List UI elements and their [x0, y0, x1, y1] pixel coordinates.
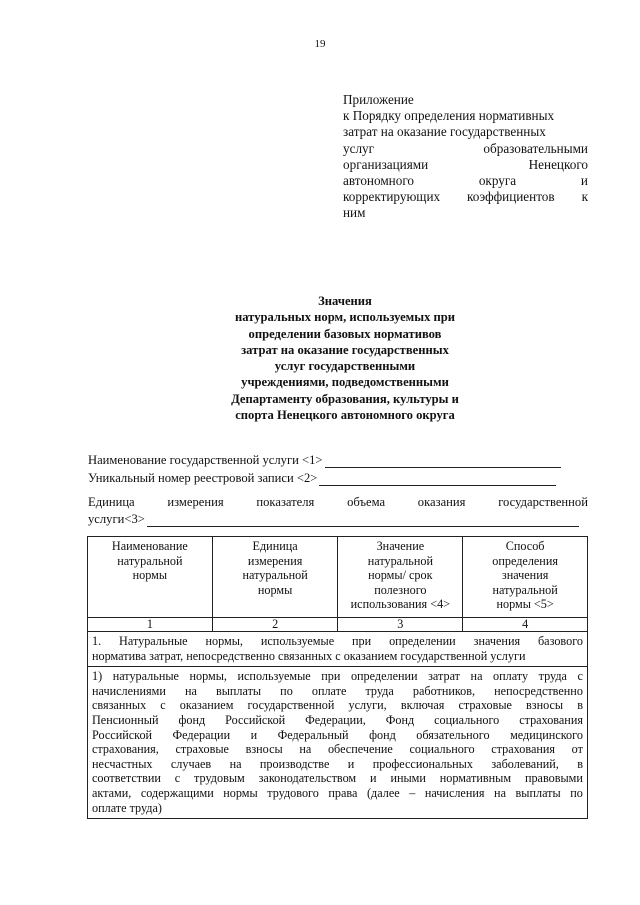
word: начислениями	[92, 683, 166, 698]
word: выплаты	[215, 683, 262, 698]
subsection-line	[92, 713, 583, 728]
word: соответствии	[92, 771, 161, 786]
title-line: учреждениями, подведомственными	[241, 375, 449, 390]
header-unit	[212, 537, 338, 618]
title-line: определении базовых нормативов	[248, 326, 442, 341]
word: связанных	[92, 698, 147, 713]
word: права	[328, 785, 358, 800]
word: оплату	[493, 669, 529, 684]
word: значения	[473, 634, 521, 648]
table-header-row	[88, 537, 588, 618]
word: иными	[390, 771, 426, 786]
appendix-line	[343, 189, 588, 205]
word: взносы	[245, 742, 283, 757]
word: 1)	[92, 669, 103, 684]
word: базового	[537, 634, 583, 648]
appendix-line: ним	[343, 205, 366, 221]
section-1-1-text	[88, 667, 588, 819]
word: включая	[400, 698, 445, 713]
word: услуги,	[348, 698, 387, 713]
word: трудовым	[194, 771, 245, 786]
subsection-line	[92, 669, 583, 684]
word: используемые	[237, 669, 311, 684]
word: непосредственно	[494, 683, 583, 698]
word: объема	[347, 495, 386, 509]
word: округа	[478, 173, 517, 189]
word: Фонд	[385, 712, 415, 727]
unit-measure-field	[88, 512, 579, 527]
word: государственной	[498, 495, 588, 509]
document-title	[180, 293, 510, 423]
header-line: определения	[492, 553, 558, 568]
title-line: затрат на оказание государственных	[241, 342, 449, 357]
word: Федерации	[172, 727, 231, 742]
subsection-line	[92, 684, 583, 699]
appendix-line	[343, 157, 588, 173]
word: социального	[434, 712, 500, 727]
title-line: Значения	[318, 294, 372, 308]
word: медицинского	[510, 727, 583, 742]
word: натуральные	[112, 669, 179, 684]
word: при	[352, 634, 372, 648]
word: трудового	[267, 785, 319, 800]
word: правовыми	[524, 771, 583, 786]
subsection-row	[88, 667, 588, 819]
word: случаев	[170, 756, 212, 771]
word: выплаты	[515, 785, 561, 800]
word: услуг	[343, 140, 375, 156]
word: оказания	[417, 495, 466, 509]
word: показателя	[256, 495, 315, 509]
word: страхования,	[92, 742, 159, 757]
header-line: Единица	[252, 539, 298, 553]
unit-measure-blank	[147, 514, 579, 527]
word: измерения	[167, 495, 224, 509]
word: используемые	[260, 634, 335, 648]
word: Российской	[225, 712, 286, 727]
subsection-line	[92, 742, 583, 757]
natural-norms-table	[87, 536, 588, 819]
unit-measure-label	[88, 495, 588, 510]
word: страхования	[519, 712, 583, 727]
header-line: Способ	[505, 539, 545, 553]
section-line	[92, 634, 583, 649]
registry-number-blank	[319, 473, 556, 486]
header-line: использования <4>	[350, 597, 451, 612]
word: определении	[350, 669, 418, 684]
word: нормы,	[189, 669, 227, 684]
word: труда	[365, 683, 394, 698]
subsection-line	[92, 786, 583, 801]
word: Российской	[92, 727, 153, 742]
appendix-line	[343, 173, 588, 189]
word: и	[580, 173, 588, 189]
word: нормативным	[439, 771, 512, 786]
word: социального	[409, 742, 475, 757]
title-line: Департаменту образования, культуры и	[231, 391, 459, 406]
appendix-note	[343, 92, 588, 222]
subsection-line	[92, 698, 583, 713]
column-number: 4	[463, 618, 588, 632]
word: на	[299, 742, 312, 757]
word: по	[280, 683, 293, 698]
word: начисления	[424, 785, 485, 800]
word: в	[577, 756, 583, 771]
word: труда	[538, 669, 567, 684]
word: работников,	[412, 683, 476, 698]
word: несчастных	[92, 756, 153, 771]
subsection-line: оплате труда)	[92, 800, 162, 815]
header-line: нормы	[257, 582, 293, 597]
word: фонд	[369, 727, 396, 742]
word: в	[577, 698, 583, 713]
word: Пенсионный	[92, 712, 159, 727]
appendix-line: к Порядку определения нормативных	[343, 108, 555, 124]
word: с	[577, 669, 583, 684]
column-number: 2	[212, 618, 338, 632]
word: организациями	[343, 156, 429, 172]
word: к	[581, 189, 588, 205]
word: Ненецкого	[528, 156, 588, 172]
word: Федерации,	[305, 712, 366, 727]
registry-number-label: Уникальный номер реестровой записи <2>	[88, 471, 318, 485]
word: от	[571, 742, 583, 757]
word: при	[321, 669, 341, 684]
word: страхования	[491, 742, 556, 757]
header-line: нормы <5>	[496, 597, 554, 612]
word: (далее	[366, 785, 400, 800]
word: коэффициентов	[467, 189, 555, 205]
header-line: натуральной	[242, 568, 308, 583]
section-1-text	[88, 632, 588, 667]
appendix-line: затрат на оказание государственных	[343, 124, 546, 140]
word: страховые	[458, 698, 512, 713]
appendix-line: Приложение	[343, 92, 414, 107]
word: профессиональных	[372, 756, 473, 771]
header-line: измерения	[247, 553, 303, 568]
word: обеспечение	[327, 742, 393, 757]
word: на	[184, 683, 197, 698]
word: Федеральный	[277, 727, 349, 742]
appendix-line	[343, 141, 588, 157]
word: содержащими	[140, 785, 214, 800]
header-line: нормы/ срок	[368, 568, 433, 583]
header-line: полезного	[374, 582, 427, 597]
word: и	[250, 727, 258, 742]
column-number: 3	[338, 618, 463, 632]
word: на	[229, 756, 242, 771]
word: по	[570, 785, 583, 800]
word: Натуральные	[119, 634, 188, 648]
header-line: Наименование	[111, 539, 188, 553]
registry-number-field	[88, 471, 556, 486]
word: государственной	[247, 698, 335, 713]
service-name-field	[88, 453, 561, 468]
header-natural-norm-name	[88, 537, 213, 618]
title-line: натуральных норм, используемых при	[234, 310, 456, 325]
word: оплате	[311, 683, 347, 698]
unit-measure-label-cont: услуги<3>	[88, 512, 145, 526]
word: оказанием	[179, 698, 234, 713]
header-line: значения	[501, 568, 549, 583]
word: –	[409, 785, 416, 800]
word: страховые	[175, 742, 229, 757]
word: с	[174, 771, 181, 786]
word: фонд	[178, 712, 206, 727]
word: обязательного	[416, 727, 490, 742]
page-number: 19	[314, 38, 326, 50]
header-method	[463, 537, 588, 618]
word: образовательными	[483, 140, 588, 156]
header-line: натуральной	[492, 582, 558, 597]
word: корректирующих	[343, 189, 441, 205]
word: автономного	[343, 173, 415, 189]
header-value	[338, 537, 463, 618]
header-line: Значение	[376, 539, 425, 553]
header-line: натуральной	[117, 553, 183, 568]
header-line: нормы	[132, 568, 168, 583]
word: и	[370, 771, 377, 786]
column-number: 1	[88, 618, 213, 632]
word: на	[470, 669, 483, 684]
subsection-line	[92, 757, 583, 772]
word: на	[494, 785, 506, 800]
word: нормы,	[205, 634, 243, 648]
word: затрат	[428, 669, 461, 684]
service-name-blank	[325, 455, 561, 468]
word: нормы	[223, 785, 258, 800]
header-line: натуральной	[367, 553, 433, 568]
word: определении	[389, 634, 456, 648]
column-number-row	[88, 618, 588, 632]
title-line: услуг государственными	[274, 359, 416, 374]
word: производстве	[259, 756, 330, 771]
word: с	[160, 698, 166, 713]
word: актами,	[92, 785, 132, 800]
word: 1.	[92, 634, 102, 648]
service-name-label: Наименование государственной услуги <1>	[88, 453, 323, 467]
subsection-line	[92, 728, 583, 743]
word: заболеваний,	[491, 756, 559, 771]
word: и	[347, 756, 355, 771]
section-row	[88, 632, 588, 667]
word: Единица	[88, 495, 135, 509]
word: законодательством	[258, 771, 357, 786]
word: взносы	[526, 698, 564, 713]
section-line: норматива затрат, непосредственно связанных с оказанием государственной услуги	[92, 648, 526, 663]
title-line: спорта Ненецкого автономного округа	[235, 408, 455, 423]
subsection-line	[92, 771, 583, 786]
